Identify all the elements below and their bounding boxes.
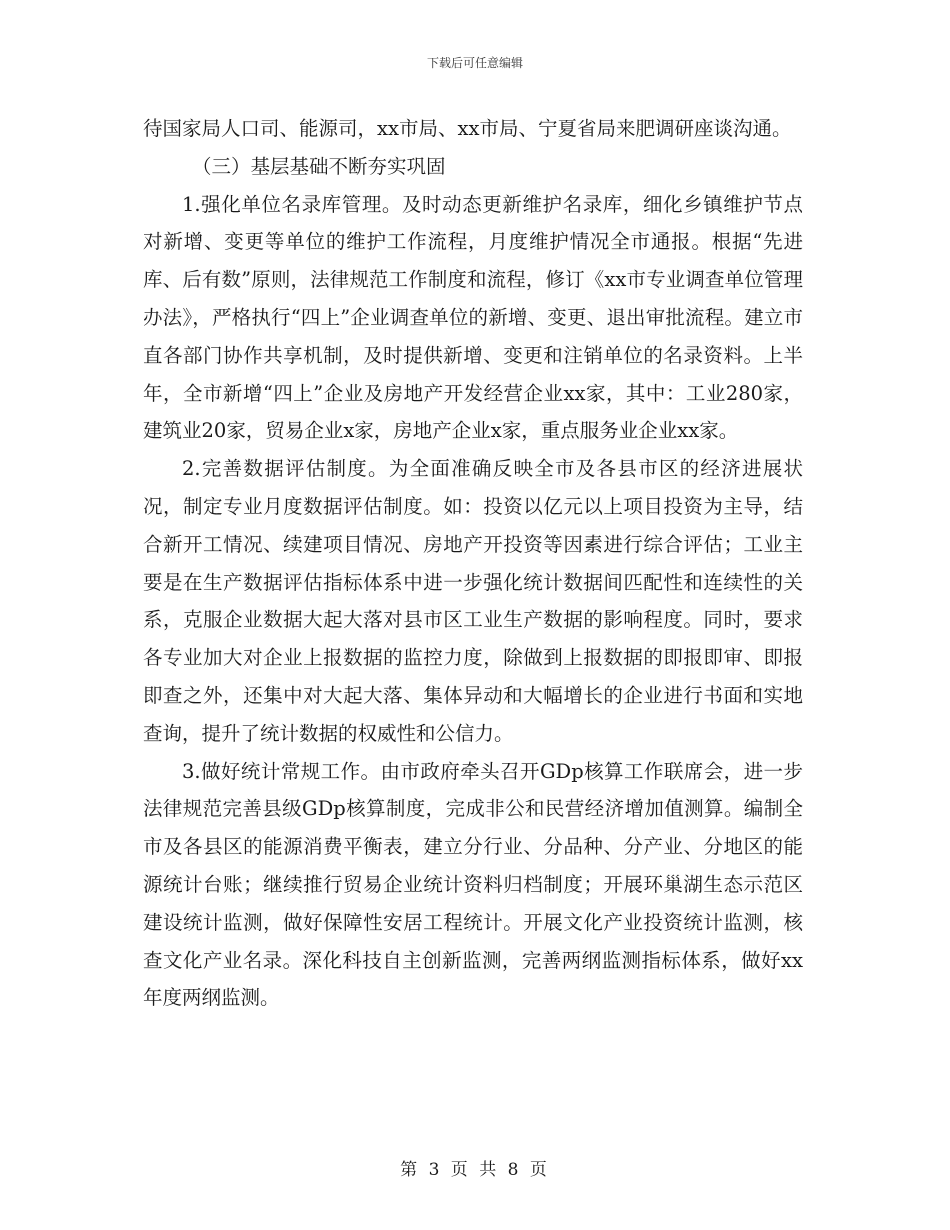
section-heading: （三）基层基础不断夯实巩固: [192, 154, 446, 178]
paragraph-routine-work: 3.做好统计常规工作。由市政府牵头召开GDp核算工作联席会，进一步法律规范完善县级GDp核算制度，完成非公和民营经济增加值测算。编制全市及各县区的能源消费平衡表，建立分行业、分品种、分产业、分地区的能源统计台账；继续推行贸易企业统计资料归档制度；开展环巢湖生态示范区建设统计监测，做好保障性安居工程统计。开展文化产业投资统计监测，核查文化产业名录。深化科技自主创新监测，完善两纲监测指标体系，做好xx年度两纲监测。: [143, 759, 803, 1010]
paragraph-continued: 待国家局人口司、能源司，xx市局、xx市局、宁夏省局来肥调研座谈沟通。: [143, 117, 792, 140]
document-body: [143, 110, 803, 1017]
paragraph-data-evaluation: 2.完善数据评估制度。为全面准确反映全市及各县市区的经济进展状况，制定专业月度数据评估制度。如：投资以亿元以上项目投资为主导，结合新开工情况、续建项目情况、房地产开投资等因素进行综合评估；工业主要是在生产数据评估指标体系中进一步强化统计数据间匹配性和连续性的关系，克服企业数据大起大落对县市区工业生产数据的影响程度。同时，要求各专业加大对企业上报数据的监控力度，除做到上报数据的即报即审、即报即查之外，还集中对大起大落、集体异动和大幅增长的企业进行书面和实地查询，提升了统计数据的权威性和公信力。: [143, 457, 803, 745]
page-header: 下载后可任意编辑: [426, 56, 523, 70]
page-number: 第 3 页 共 8 页: [400, 1160, 550, 1180]
paragraph-directory-management: 1.强化单位名录库管理。及时动态更新维护名录库，细化乡镇维护节点对新增、变更等单位的维护工作流程，月度维护情况全市通报。根据“先进库、后有数”原则，法律规范工作制度和流程，修订《xx市专业调查单位管理办法》，严格执行“四上”企业调查单位的新增、变更、退出审批流程。建立市直各部门协作共享机制，及时提供新增、变更和注销单位的名录资料。上半年，全市新增“四上”企业及房地产开发经营企业xx家，其中：工业280家，建筑业20家，贸易企业x家，房地产企业x家，重点服务业企业xx家。: [143, 192, 803, 443]
